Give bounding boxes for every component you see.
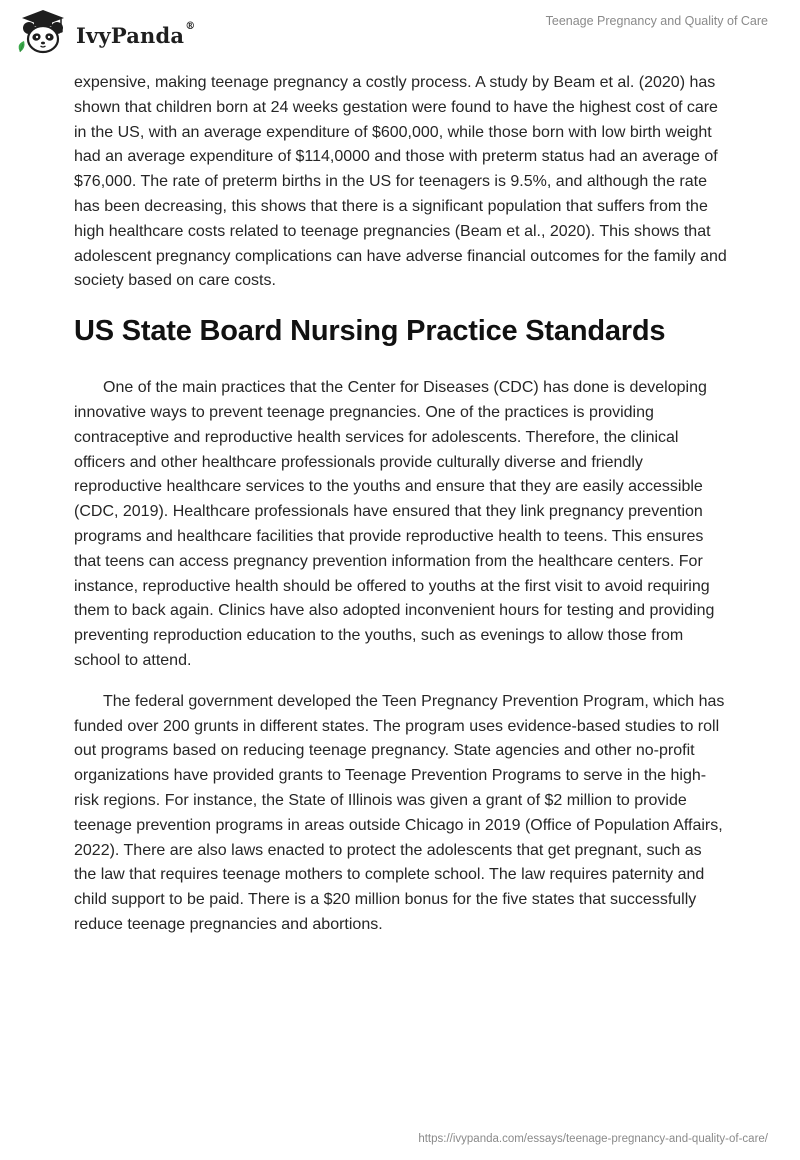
essay-content	[74, 71, 728, 938]
source-url[interactable]: https://ivypanda.com/essays/teenage-pregnancy-and-quality-of-care/	[418, 1133, 768, 1145]
brand-name: IvyPanda®	[76, 20, 196, 48]
document-title: Teenage Pregnancy and Quality of Care	[545, 14, 768, 28]
page-header	[0, 0, 800, 70]
section-heading: US State Board Nursing Practice Standards	[74, 315, 666, 348]
paragraph-federal-program: The federal government developed the Teen Pregnancy Prevention Program, which has funded over 200 grunts in different states. The program uses evidence-based studies to roll out programs based on reducing teenage pregnancy. State agencies and other no-profit organizations have provided grants to Teenage Prevention Programs to serve in the high-risk regions. For instance, the State of Illinois was given a grant of $2 million to provide teenage prevention programs in areas outside Chicago in 2019 (Office of Population Affairs, 2022). There are also laws enacted to protect the adolescents that get pregnant, such as the law that requires teenage mothers to complete school. The law requires paternity and child support to be paid. There is a $20 million bonus for the five states that successfully reduce teenage pregnancies and abortions.	[74, 692, 725, 933]
paragraph-cost-of-care: expensive, making teenage pregnancy a costly process. A study by Beam et al. (2020) has shown that children born at 24 weeks gestation were found to have the highest cost of care in the US, with an average expenditure of $600,000, while those born with low birth weight had an average expenditure of $114,0000 and those with preterm status had an average of $76,000. The rate of preterm births in the US for teenagers is 9.5%, and although the rate has been decreasing, this shows that there is a significant population that suffers from the high healthcare costs related to teenage pregnancies (Beam et al., 2020). This shows that adolescent pregnancy complications can have adverse financial outcomes for the family and society based on care costs.	[74, 74, 727, 290]
paragraph-cdc-practices: One of the main practices that the Center for Diseases (CDC) has done is developing innovative ways to prevent teenage pregnancies. One of the practices is providing contraceptive and reproductive health services for adolescents. Therefore, the clinical officers and other healthcare professionals provide culturally diverse and friendly reproductive healthcare services to the youths and ensure that they are easily accessible (CDC, 2019). Healthcare professionals have ensured that they link pregnancy prevention programs and healthcare facilities that provide reproductive health to teens. This ensures that teens can access pregnancy prevention information from the healthcare centers. For instance, reproductive health should be offered to youths at the first visit to avoid requiring them to back again. Clinics have also adopted inconvenient hours for testing and providing preventing reproduction education to the youths, such as evenings to allow those from school to attend.	[74, 379, 715, 669]
ivypanda-logo[interactable]	[14, 8, 195, 58]
panda-mascot-icon	[14, 8, 72, 58]
registered-mark: ®	[185, 20, 196, 32]
